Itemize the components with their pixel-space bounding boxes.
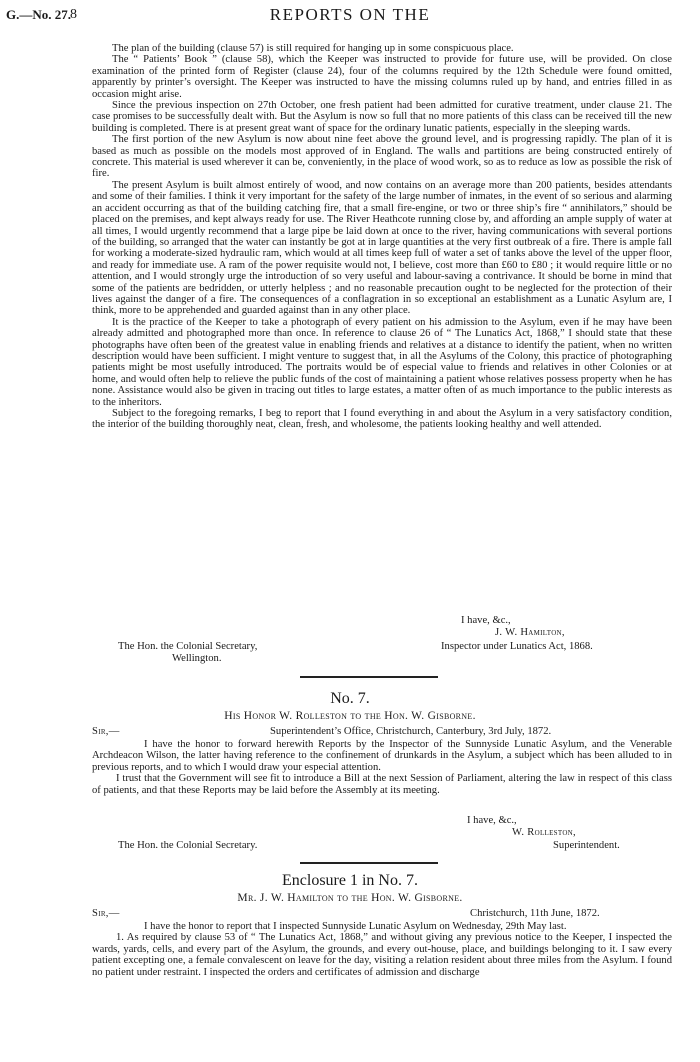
report-signatory: J. W. Hamilton, <box>495 627 565 638</box>
report-paragraph: It is the practice of the Keeper to take a photograph of every patient on his admission to the Asylum, even if he may have been already admitted and photographed more than once. In reference to clause 26 of “ The Lunatics Act, 1868,” I should state that these photographs have often been of the greatest value in enabling friends and relatives at a distance to identify the patient, when no written description would have been sufficient. I might venture to suggest that, in all the Asylums of the Colony, this practice of photographing patients might be most usefully introduced. The portraits would be of especial value to friends and relatives in other Colonies or at home, and would often help to relieve the public funds of the cost of maintaining a patient whose relatives possess property when he has none. Assistance would also be given in tracing out titles to large estates, a matter often of as much importance to the public interests as to the inheritors. <box>92 316 672 408</box>
report-paragraph: The “ Patients’ Book ” (clause 58), which the Keeper was instructed to provide for future use, will be provided. On close examination of the printed form of Register (clause 24), four of the columns required by the 12th Schedule were found omitted, apparently by printer’s oversight. The Keeper was instructed to have the missing columns ruled up by hand, and entries filled in as occasion might arise. <box>92 54 672 100</box>
enclosure-subheading: Mr. J. W. Hamilton to the Hon. W. Gisborne. <box>237 892 463 904</box>
letter-signatory: W. Rolleston, <box>512 827 576 838</box>
document-reference: G.—No. 27. <box>6 7 71 22</box>
report-paragraph: The plan of the building (clause 57) is still required for hanging up in some conspicuous place. <box>112 43 514 54</box>
section-divider <box>300 676 438 678</box>
letter-signatory-title: Superintendent. <box>553 840 620 851</box>
enclosure-place-date: Christchurch, 11th June, 1872. <box>470 908 600 919</box>
page-header <box>6 5 694 27</box>
section-heading: No. 7. <box>330 690 370 707</box>
report-signatory-title: Inspector under Lunatics Act, 1868. <box>441 641 593 652</box>
enclosure-body <box>92 921 672 978</box>
page-number: 8 <box>70 7 77 22</box>
salutation: Sir,— <box>92 726 120 737</box>
report-closing: I have, &c., <box>461 615 511 626</box>
report-paragraph: The first portion of the new Asylum is now about nine feet above the ground level, and is progressing rapidly. The plan of it is based as much as possible on the models most approved of in England. The walls and partitions are being constructed entirely of concrete. This material is used wherever it can be, conveniently, in the place of wood work, so as to reduce as low as possible the risk of fire. <box>92 134 672 180</box>
enclosure-paragraph: 1. As required by clause 53 of “ The Lunatics Act, 1868,” and without giving any previous notice to the Keeper, I inspected the wards, yards, cells, and every part of the Asylum, the grounds, and every out-house, place, and buildings belonging to it. I saw every patient excepting one, a female convalescent on leave for the day, visiting a relation resident about three miles from the Asylum. I found no patient under restraint. I inspected the orders and certificates of admission and discharge <box>92 932 672 978</box>
report-paragraph: Subject to the foregoing remarks, I beg to report that I found everything in and about the Asylum in a very satisfactory condition, the interior of the building thoroughly neat, clean, fresh, and wholesome, the patients looking healthy and well attended. <box>92 408 672 431</box>
letter-paragraph: I have the honor to forward herewith Reports by the Inspector of the Sunnyside Lunatic Asylum, and the Venerable Archdeacon Wilson, the latter having reference to the confinement of drunkards in the Asylum, a subject which has been alluded to in previous reports, and to which I would draw your especial attention. <box>92 739 672 773</box>
enclosure-heading: Enclosure 1 in No. 7. <box>282 872 418 889</box>
letter-paragraph: I trust that the Government will see fit to introduce a Bill at the next Session of Parliament, altering the law in respect of this class of patients, and that these Reports may be laid before the Assembly at its meeting. <box>92 773 672 796</box>
report-addressee: The Hon. the Colonial Secretary, <box>118 641 258 652</box>
report-paragraph: The present Asylum is built almost entirely of wood, and now contains on an average more than 200 patients, besides attendants and some of their families. I think it very important for the safety of the large number of inmates, in the event of so serious and alarming an accident occurring as that of the building catching fire, that a small fire-engine, or two or three ship’s fire “ annihilators,” should be placed on the premises, and kept always ready for use. The River Heathcote running close by, and affording an ample supply of water at all times, I would urgently recommend that a large pipe be laid down at once to the river, having communications with several portions of the building, so arranged that the water can instantly be got at in large quantities at the very first outbreak of a fire. There is ample fall for working a moderate-sized hydraulic ram, which would at all times keep full of water a set of tanks above the level of the upper floor, and ready for immediate use. A ram of the power requisite would not, I believe, cost more than £60 to £80 ; it would require little or no attention, and I would strongly urge the introduction of so very useful and labour-saving a contrivance. It should be borne in mind that some of the patients are bedridden, or utterly helpless ; and no reasonable precaution ought to be neglected for the protection of their lives against the danger of a fire. The consequences of a conflagration in so exceptional an establishment as a Lunatic Asylum are, I think, more to be apprehended and guarded against than in any other place. <box>92 179 672 317</box>
enclosure-paragraph: I have the honor to report that I inspected Sunnyside Lunatic Asylum on Wednesday, 29th May last. <box>144 921 567 932</box>
letter-body <box>92 739 672 796</box>
section-divider <box>300 862 438 864</box>
report-paragraph: Since the previous inspection on 27th October, one fresh patient had been admitted for curative treatment, under clause 21. The case promises to be successfully dealt with. But the Asylum is now so full that no more patients of this class can be received till the new building is completed. There is at present great want of space for the ordinary lunatic patients, especially in the sleeping wards. <box>92 100 672 134</box>
running-title: REPORTS ON THE <box>269 5 431 24</box>
office-date-line: Superintendent’s Office, Christchurch, Canterbury, 3rd July, 1872. <box>270 726 552 737</box>
letter-addressee: The Hon. the Colonial Secretary. <box>118 840 258 851</box>
letter-closing: I have, &c., <box>467 815 517 826</box>
report-body <box>92 43 672 431</box>
enclosure-salutation: Sir,— <box>92 908 120 919</box>
section-subheading: His Honor W. Rolleston to the Hon. W. Gisborne. <box>224 710 476 722</box>
report-addressee-place: Wellington. <box>172 653 222 664</box>
